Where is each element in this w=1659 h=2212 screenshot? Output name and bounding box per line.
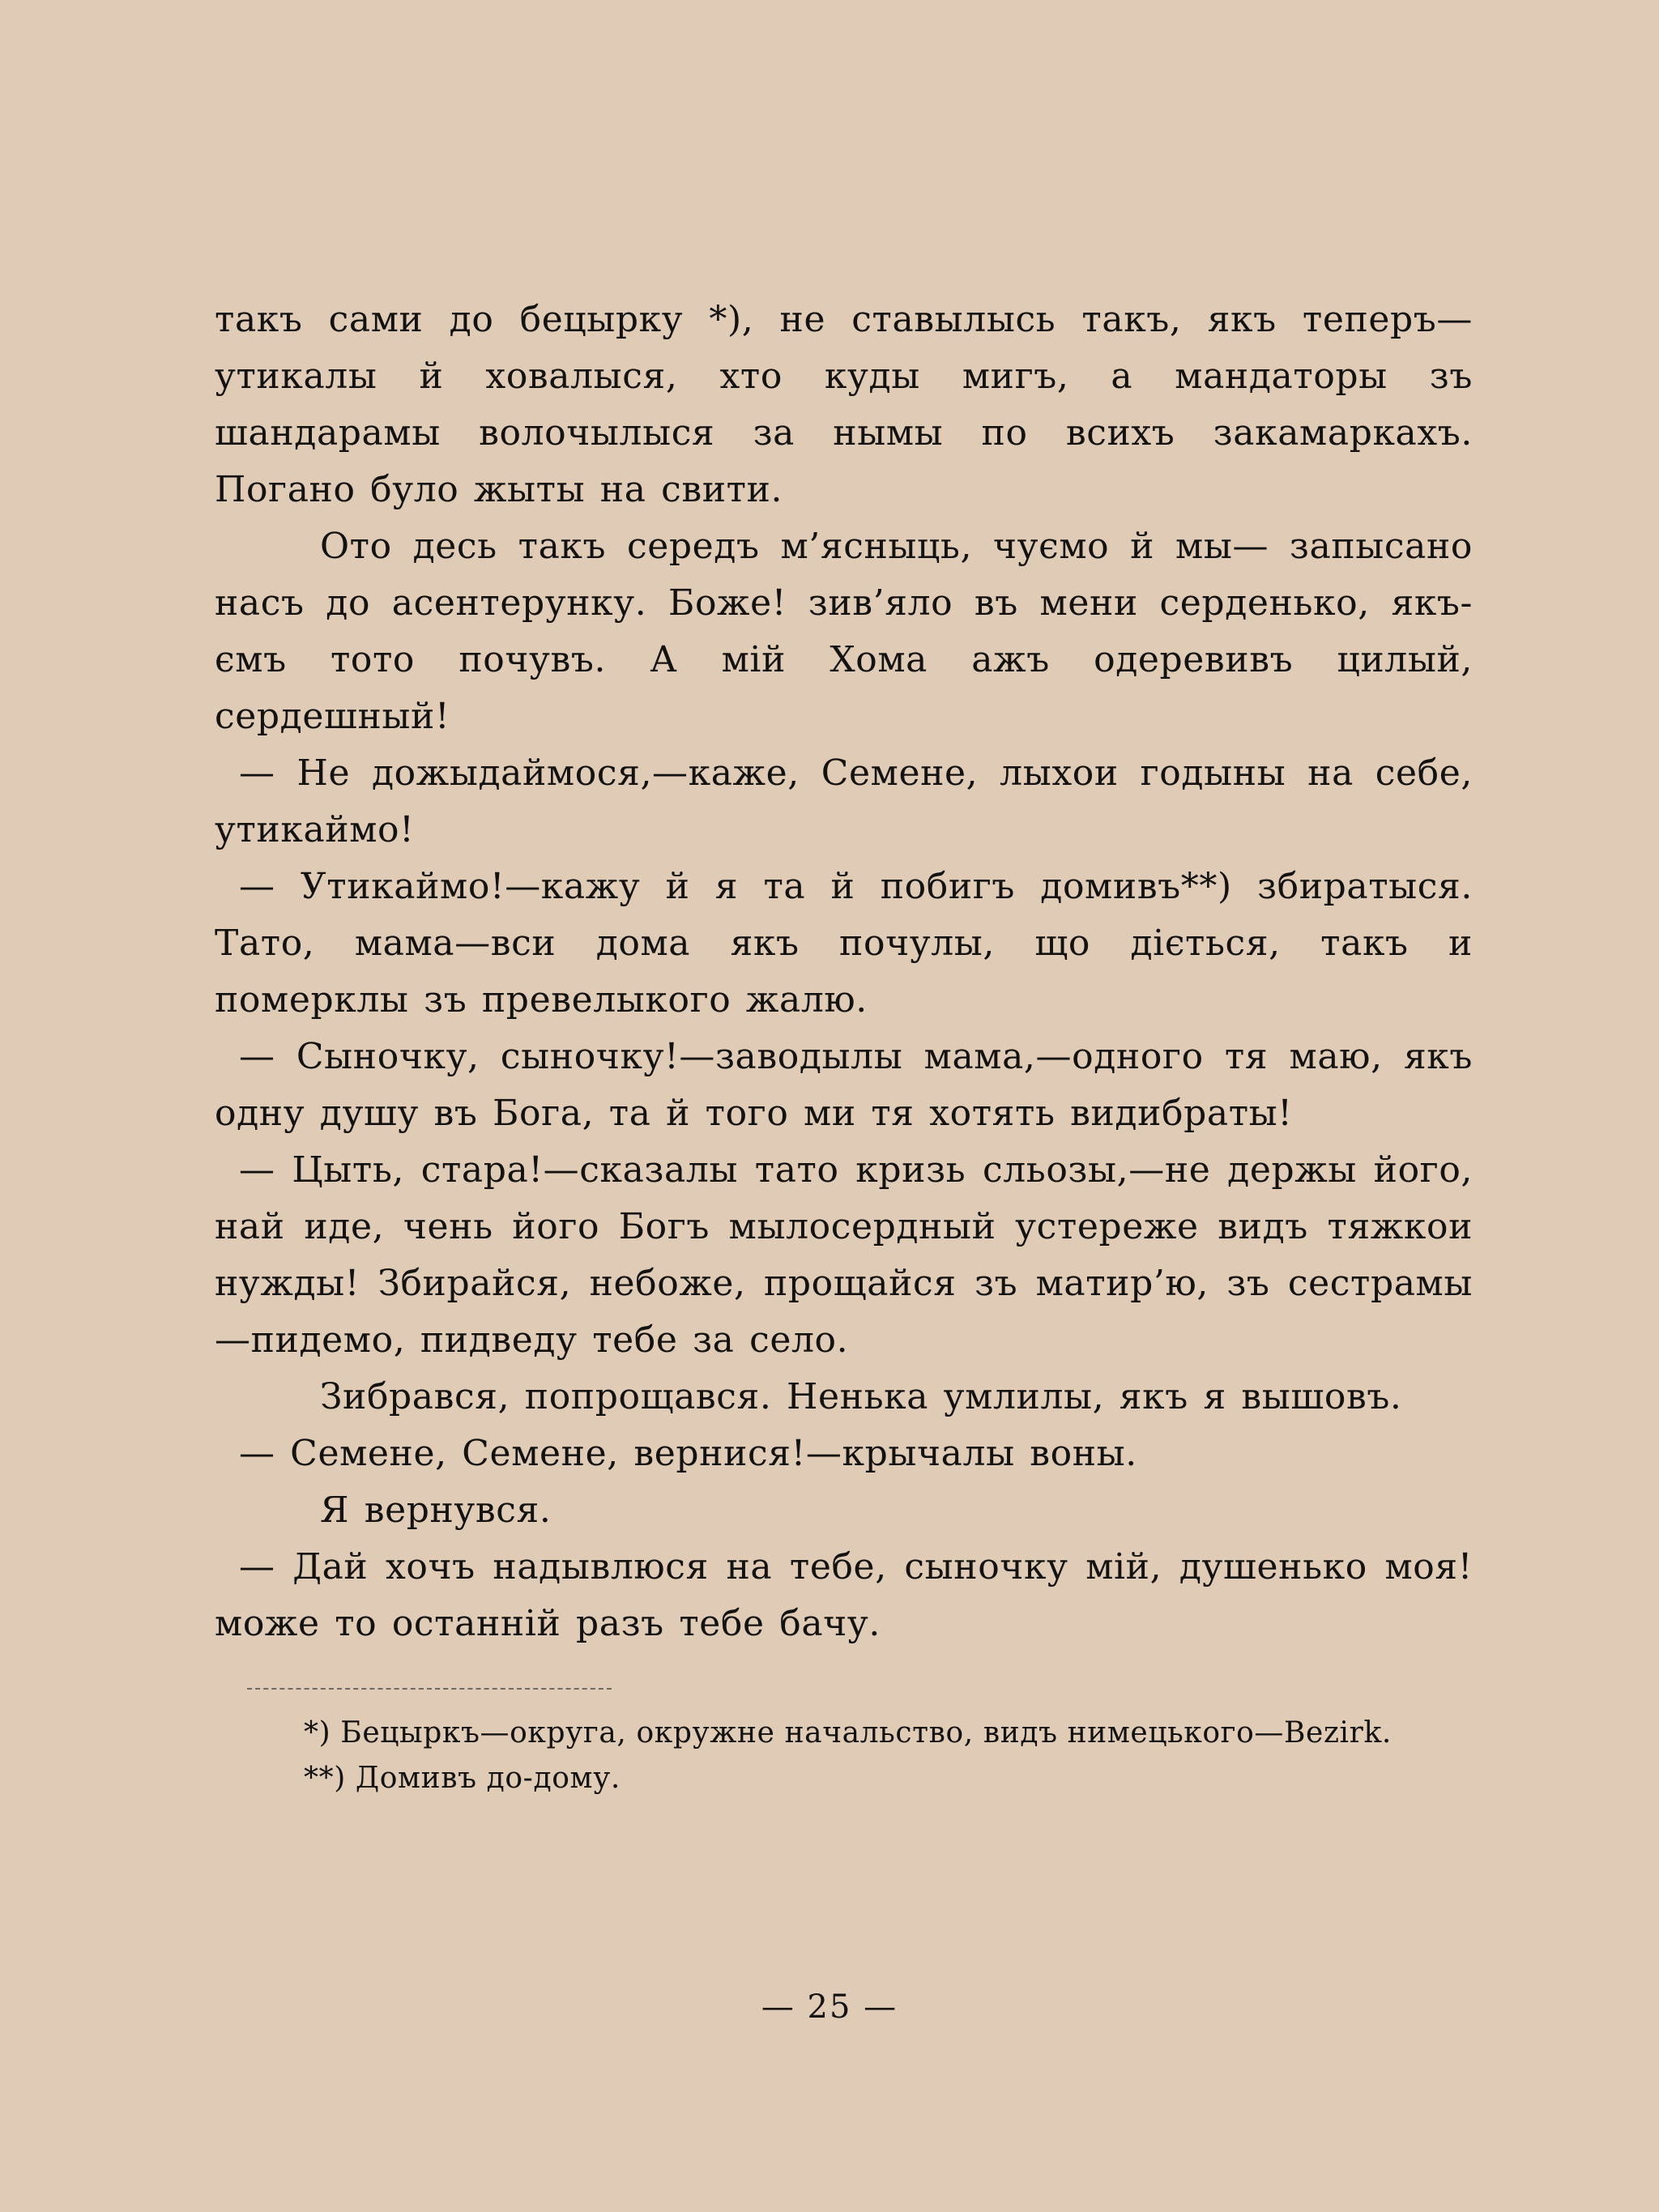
footnote: **) Домивъ до-дому. [304,1762,621,1795]
paragraph: такъ сами до бецырку *), не ставылысь такъ, якъ теперъ— утикалы й ховалыся, хто куды мигъ, а мандаторы зъ шандарамы волочылыся за нымы по всихъ закамаркахъ. Погано було жыты на свити. [215,299,1473,510]
paragraph: Я вернувся. [320,1490,552,1531]
footnotes [215,1711,1473,1801]
dialogue-line: — Утикаймо!—кажу й я та й побигъ домивъ**) збиратыся. Тато, мама—вси дома якъ почулы, що діється, такъ и померклы зъ превелыкого жалю. [215,866,1473,1021]
dialogue-line: — Не дожыдаймося,—каже, Семене, лыхои годыны на себе, утикаймо! [215,752,1473,850]
footnote: *) Бецыркъ—округа, окружне начальство, видъ нимецького—Bezirk. [304,1716,1392,1750]
dialogue-line: — Семене, Семене, вернися!—крычалы воны. [239,1433,1137,1474]
page-number: — 25 — [761,1988,898,2026]
footnote-divider [247,1688,612,1690]
body-text [215,292,1473,1652]
dialogue-line: — Дай хочъ надывлюся на тебе, сыночку мій, душенько моя! може то останній разъ тебе бачу. [215,1546,1473,1644]
paragraph: Зибрався, попрощався. Ненька умлилы, якъ я вышовъ. [320,1376,1402,1417]
paragraph: Ото десь такъ середъ м’ясныць, чуємо й мы— запысано насъ до асентерунку. Боже! зив’яло въ мени серденько, якъ-ємъ тото почувъ. А мій Хома ажъ одеревивъ цилый, сердешный! [215,526,1473,737]
page-content [215,292,1473,1801]
dialogue-line: — Цыть, стара!—сказалы тато кризь сльозы,—не держы його, най иде, чень його Богъ мылосердный устереже видъ тяжкои нужды! Збирайся, небоже, прощайся зъ матир’ю, зъ сестрамы—пидемо, пидведу тебе за село. [215,1149,1473,1361]
dialogue-line: — Сыночку, сыночку!—заводылы мама,—одного тя маю, якъ одну душу въ Бога, та й того ми тя хотять видибраты! [215,1036,1473,1134]
